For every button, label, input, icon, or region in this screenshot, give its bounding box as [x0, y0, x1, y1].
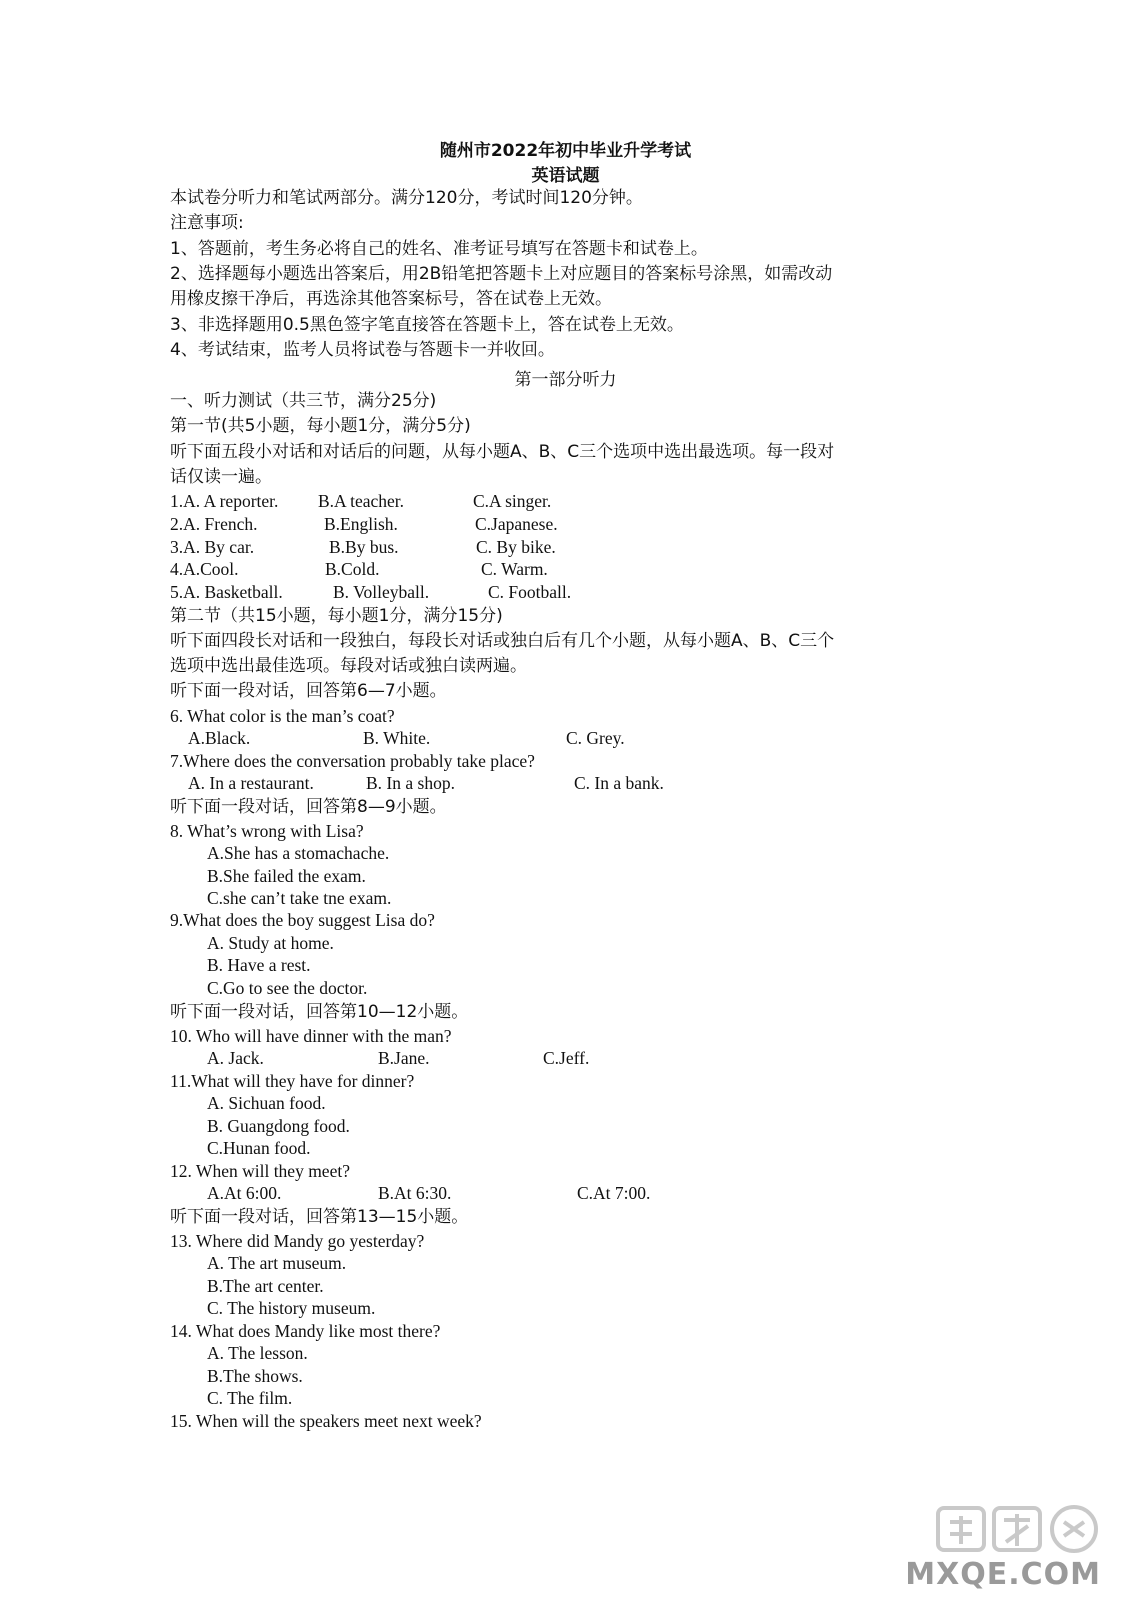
- dialog-instruction: 听下面一段对话，回答第10—12小题。: [170, 1002, 469, 1022]
- notes-heading: 注意事项:: [170, 213, 244, 233]
- question-6: 6. What color is the man’s coat?: [170, 706, 395, 726]
- q5-option-c: C. Football.: [488, 582, 572, 602]
- question-8: 8. What’s wrong with Lisa?: [170, 821, 364, 841]
- intro-text: 本试卷分听力和笔试两部分。满分120分，考试时间120分钟。: [170, 188, 643, 208]
- q8-option-a: A.She has a stomachache.: [207, 843, 390, 863]
- q13-option-a: A. The art museum.: [207, 1253, 347, 1273]
- note-item: 4、考试结束，监考人员将试卷与答题卡一并收回。: [170, 340, 555, 360]
- q2-option-a: 2.A. French.: [170, 514, 258, 534]
- q6-option-a: A.Black.: [188, 728, 251, 748]
- dialog-instruction: 听下面一段对话，回答第13—15小题。: [170, 1207, 469, 1227]
- note-item: 2、选择题每小题选出答案后，用2B铅笔把答题卡上对应题目的答案标号涂黑，如需改动: [170, 264, 833, 284]
- dialog-instruction: 听下面一段对话，回答第8—9小题。: [170, 797, 447, 817]
- q1-option-a: 1.A. A reporter.: [170, 491, 279, 511]
- section1-instruction: 话仅读一遍。: [170, 467, 272, 487]
- q6-option-b: B. White.: [363, 728, 431, 748]
- q1-option-b: B.A teacher.: [318, 491, 405, 511]
- question-12: 12. When will they meet?: [170, 1161, 350, 1181]
- q10-option-c: C.Jeff.: [543, 1048, 590, 1068]
- dialog-instruction: 听下面一段对话，回答第6—7小题。: [170, 681, 447, 701]
- q12-option-a: A.At 6:00.: [207, 1183, 282, 1203]
- q3-option-a: 3.A. By car.: [170, 537, 255, 557]
- q5-option-a: 5.A. Basketball.: [170, 582, 283, 602]
- note-item: 3、非选择题用0.5黑色签字笔直接答在答题卡上，答在试卷上无效。: [170, 315, 684, 335]
- section1-heading: 第一节(共5小题，每小题1分，满分5分): [170, 416, 471, 436]
- q14-option-c: C. The film.: [207, 1388, 293, 1408]
- exam-title: 随州市2022年初中毕业升学考试: [439, 141, 692, 161]
- q6-option-c: C. Grey.: [566, 728, 625, 748]
- q11-option-c: C.Hunan food.: [207, 1138, 311, 1158]
- q4-option-c: C. Warm.: [481, 559, 548, 579]
- question-11: 11.What will they have for dinner?: [170, 1071, 415, 1091]
- q8-option-c: C.she can’t take tne exam.: [207, 888, 392, 908]
- question-7: 7.Where does the conversation probably take place?: [170, 751, 535, 771]
- note-item: 用橡皮擦干净后，再选涂其他答案标号，答在试卷上无效。: [170, 289, 612, 309]
- section2-instruction: 选项中选出最佳选项。每段对话或独白读两遍。: [170, 656, 527, 676]
- exam-subtitle: 英语试题: [531, 166, 600, 186]
- watermark-text: MXQE.COM: [905, 1557, 1101, 1592]
- q8-option-b: B.She failed the exam.: [207, 866, 366, 886]
- question-9: 9.What does the boy suggest Lisa do?: [170, 910, 435, 930]
- q14-option-b: B.The shows.: [207, 1366, 303, 1386]
- q9-option-a: A. Study at home.: [207, 933, 334, 953]
- q14-option-a: A. The lesson.: [207, 1343, 308, 1363]
- listening-heading: 一、听力测试（共三节，满分25分): [170, 391, 437, 411]
- q11-option-a: A. Sichuan food.: [207, 1093, 326, 1113]
- q11-option-b: B. Guangdong food.: [207, 1116, 350, 1136]
- q2-option-c: C.Japanese.: [475, 514, 558, 534]
- q7-option-b: B. In a shop.: [366, 773, 455, 793]
- q7-option-c: C. In a bank.: [574, 773, 664, 793]
- q13-option-b: B.The art center.: [207, 1276, 324, 1296]
- q10-option-b: B.Jane.: [378, 1048, 430, 1068]
- q7-option-a: A. In a restaurant.: [188, 773, 314, 793]
- q13-option-c: C. The history museum.: [207, 1298, 376, 1318]
- q4-option-b: B.Cold.: [325, 559, 380, 579]
- question-10: 10. Who will have dinner with the man?: [170, 1026, 452, 1046]
- section2-instruction: 听下面四段长对话和一段独白，每段长对话或独白后有几个小题，从每小题A、B、C三个: [170, 631, 835, 651]
- q9-option-b: B. Have a rest.: [207, 955, 311, 975]
- q12-option-c: C.At 7:00.: [577, 1183, 651, 1203]
- q3-option-b: B.By bus.: [329, 537, 399, 557]
- section2-heading: 第二节（共15小题，每小题1分，满分15分): [170, 606, 503, 626]
- q4-option-a: 4.A.Cool.: [170, 559, 239, 579]
- question-14: 14. What does Mandy like most there?: [170, 1321, 441, 1341]
- q10-option-a: A. Jack.: [207, 1048, 264, 1068]
- q9-option-c: C.Go to see the doctor.: [207, 978, 368, 998]
- q5-option-b: B. Volleyball.: [333, 582, 430, 602]
- q12-option-b: B.At 6:30.: [378, 1183, 452, 1203]
- question-13: 13. Where did Mandy go yesterday?: [170, 1231, 425, 1251]
- q3-option-c: C. By bike.: [476, 537, 556, 557]
- question-15: 15. When will the speakers meet next week?: [170, 1411, 482, 1431]
- q2-option-b: B.English.: [324, 514, 398, 534]
- note-item: 1、答题前，考生务必将自己的姓名、准考证号填写在答题卡和试卷上。: [170, 239, 708, 259]
- section1-instruction: 听下面五段小对话和对话后的问题，从每小题A、B、C三个选项中选出最选项。每一段对: [170, 442, 835, 462]
- q1-option-c: C.A singer.: [473, 491, 552, 511]
- part-title: 第一部分听力: [514, 370, 617, 390]
